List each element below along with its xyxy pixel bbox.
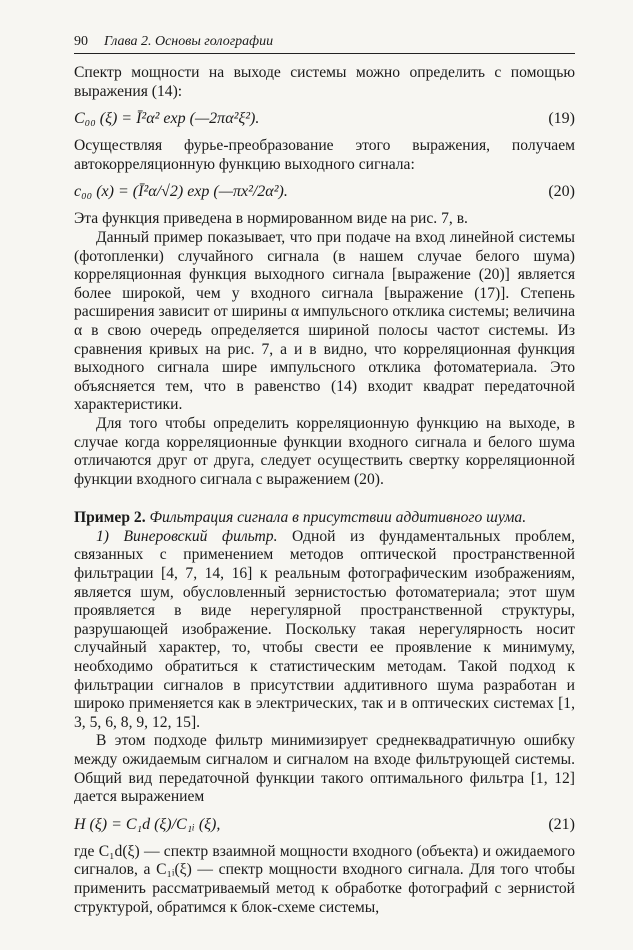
running-header <box>74 34 575 54</box>
paragraph-4: Данный пример показывает, что при подаче на вход линейной системы (фотопленки) случайного сигнала (в нашем случае белого шума) корреляционная функция выходного сигнала [выражение (20)] является более широкой, чем у входного сигнала [выражение (17)]. Степень расширения зависит от ширины α импульсного отклика системы; величина α в свою очередь определяется шириной полосы частот системы. Из сравнения кривых на рис. 7, а и в видно, что корреляционная функция выходного сигнала шире импульсного отклика фотоматериала. Это объясняется тем, что в равенство (14) входит квадрат передаточной характеристики. <box>74 228 575 414</box>
example-label: Пример 2. <box>74 509 146 527</box>
paragraph-6-lead: 1) Винеровский фильтр. <box>96 527 278 545</box>
running-title: Глава 2. Основы голографии <box>104 34 274 49</box>
paragraph-8: где C₁d(ξ) — спектр взаимной мощности входного (объекта) и ожидаемого сигналов, а C₁ᵢ(ξ) — спектр мощности входного сигнала. Для того чтобы применить рассматриваемый метод к обработке фотографий с зернистой структурой, обратимся к блок-схеме системы, <box>74 842 575 916</box>
paragraph-6 <box>74 528 575 733</box>
equation-19 <box>74 109 575 129</box>
equation-19-formula: C₀₀ (ξ) = Ī²α² exp (—2πα²ξ²). <box>74 110 260 128</box>
equation-21-formula: H (ξ) = C₁d (ξ)/C₁ᵢ (ξ), <box>74 815 221 833</box>
equation-21-number: (21) <box>548 815 575 833</box>
paragraph-6-body: Одной из фундаментальных проблем, связанных с применением методов оптической пространственной фильтрации [4, 7, 14, 16] к реальным фотографическим изображениям, является шум, обусловленный зернистостью фотоматериала; этот шум проявляется в виде нерегулярной пространственной структуры, разрушающей изображение. Поскольку такая нерегулярность носит случайный характер, то, чтобы свести ее проявление к минимуму, необходимо обратиться к статистическим методам. Такой подход к фильтрации сигналов в присутствии аддитивного шума разработан и широко применяется как в электрических, так и в оптических системах [1, 3, 5, 6, 8, 9, 12, 15]. <box>74 527 575 731</box>
paragraph-5: Для того чтобы определить корреляционную функцию на выходе, в случае когда корреляционные функции входного сигнала и белого шума отличаются друг от друга, следует осуществить свертку корреляционной функции входного сигнала с выражением (20). <box>74 414 575 488</box>
example-title: Фильтрация сигнала в присутствии аддитивного шума. <box>149 509 527 527</box>
example-heading <box>74 509 575 528</box>
page-number: 90 <box>74 34 88 49</box>
equation-21 <box>74 815 575 835</box>
equation-20-formula: c₀₀ (x) = (Ī²α/√2) exp (—πx²/2α²). <box>74 183 288 201</box>
equation-19-number: (19) <box>548 110 575 128</box>
paragraph-3: Эта функция приведена в нормированном виде на рис. 7, в. <box>74 210 468 228</box>
equation-20 <box>74 182 575 202</box>
equation-20-number: (20) <box>548 183 575 201</box>
paragraph-2: Осуществляя фурье-преобразование этого выражения, получаем автокорреляционную функцию выходного сигнала: <box>74 137 575 173</box>
paragraph-7: В этом подходе фильтр минимизирует среднеквадратичную ошибку между ожидаемым сигналом и сигналом на входе фильтрующей системы. Общий вид передаточной функции такого оптимального фильтра [1, 12] дается выражением <box>74 732 575 806</box>
paragraph-1: Спектр мощности на выходе системы можно определить с помощью выражения (14): <box>74 64 575 100</box>
